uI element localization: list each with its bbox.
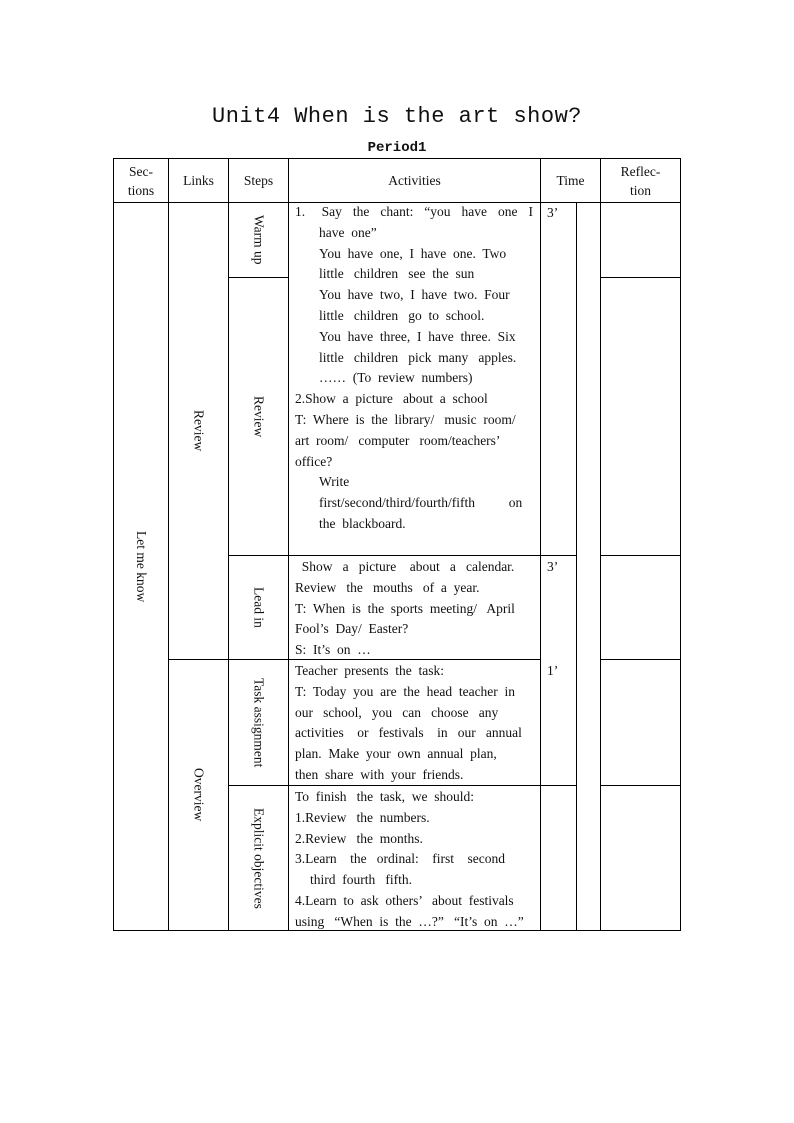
- activity-line: Write: [319, 474, 350, 490]
- activity-line: 1. Say the chant: “you have one I: [295, 204, 533, 219]
- activity-block-warm-up-review: [295, 202, 533, 535]
- activity-line: You have two, I have two. Four: [319, 287, 510, 303]
- activity-line: little children pick many apples.: [319, 349, 517, 365]
- activity-line: …… (To review numbers): [319, 370, 473, 386]
- activity-line: 1.Review the numbers.: [295, 809, 430, 825]
- step-explicit-objectives: Explicit objectives: [251, 807, 267, 909]
- time-task: 1’: [547, 663, 559, 678]
- activity-line: Fool’s Day/ Easter?: [295, 621, 409, 637]
- header-reflection: [601, 159, 680, 202]
- activity-line: T: Where is the library/ music room/: [295, 411, 516, 427]
- activity-line: S: It’s on …: [295, 642, 371, 658]
- activity-line: 4.Learn to ask others’ about festivals: [295, 892, 514, 908]
- activity-line: using “When is the …?” “It’s on …”: [295, 913, 524, 929]
- step-task-assignment: Task assignment: [251, 677, 267, 768]
- header-activities: Activities: [388, 173, 441, 188]
- header-steps: Steps: [243, 173, 274, 188]
- activity-block-task-assignment: [295, 661, 533, 786]
- section-let-me-know: Let me know: [134, 530, 149, 603]
- activity-block-lead-in: [295, 557, 533, 661]
- activity-line: Teacher presents the task:: [295, 663, 444, 678]
- step-warm-up: Warm up: [251, 215, 267, 265]
- activity-line: You have three, I have three. Six: [319, 328, 516, 344]
- time-warm-up: 3’: [547, 205, 559, 220]
- activity-line: T: When is the sports meeting/ April: [295, 600, 515, 616]
- activity-line: the blackboard.: [319, 515, 406, 531]
- activity-line: first/second/third/fourth/fifth on: [319, 495, 523, 511]
- activity-line: T: Today you are the head teacher in: [295, 683, 516, 699]
- activity-block-explicit-objectives: [295, 787, 533, 933]
- time-lead-in: 3’: [547, 559, 559, 574]
- activity-line: plan. Make your own annual plan,: [295, 746, 497, 762]
- header-links: Links: [183, 173, 214, 188]
- activity-line: activities or festivals in our annual: [295, 725, 522, 741]
- activity-line: To finish the task, we should:: [295, 789, 475, 804]
- header-sections: [114, 159, 168, 202]
- activity-line: 2.Review the months.: [295, 830, 423, 846]
- activity-line: 2.Show a picture about a school: [295, 391, 488, 407]
- activity-line: our school, you can choose any: [295, 704, 499, 720]
- activity-line: You have one, I have one. Two: [319, 245, 507, 261]
- link-review: Review: [191, 410, 207, 452]
- activity-line: third fourth fifth.: [310, 872, 412, 888]
- activity-line: Review the mouths of a year.: [295, 579, 480, 595]
- activity-line: have one”: [319, 224, 377, 240]
- header-sections-line1: Sec-: [128, 163, 153, 179]
- activity-line: little children go to school.: [319, 307, 485, 323]
- header-sections-line2: tions: [127, 182, 155, 198]
- header-reflection-line1: Reflec-: [620, 163, 661, 179]
- activity-line: art room/ computer room/teachers’: [295, 432, 501, 448]
- activity-line: Show a picture about a calendar.: [295, 559, 515, 574]
- header-reflection-line2: tion: [629, 182, 651, 198]
- step-lead-in: Lead in: [251, 587, 267, 628]
- link-overview: Overview: [191, 768, 207, 822]
- period-label: Period1: [367, 140, 427, 156]
- step-review: Review: [251, 395, 267, 438]
- activity-line: office?: [295, 453, 333, 469]
- activity-line: little children see the sun: [319, 266, 475, 282]
- header-time: Time: [556, 173, 585, 188]
- activity-line: 3.Learn the ordinal: first second: [295, 851, 505, 867]
- page-title: Unit4 When is the art show?: [212, 104, 582, 129]
- activity-line: then share with your friends.: [295, 766, 464, 782]
